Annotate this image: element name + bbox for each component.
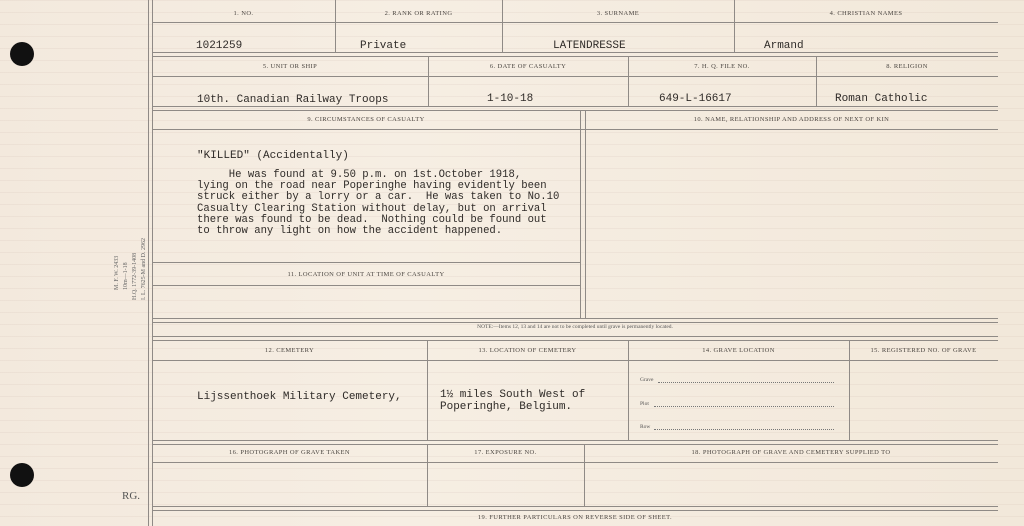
double-rule <box>152 52 998 57</box>
header-exposure: 17. EXPOSURE NO. <box>474 449 537 456</box>
rule <box>152 76 998 77</box>
rule <box>628 340 629 440</box>
punch-hole-top <box>10 42 34 66</box>
value-circumstances: He was found at 9.50 p.m. on 1st.October 1918, lying on the road near Poperinghe having evidently been struck either by a lorry or a car. He was taken to No.10 Casualty Clearing Station without delay, but on arrival there was found to be dead. Nothing could be found out to throw any light on how the accident happened. <box>197 169 560 238</box>
rule <box>585 110 586 318</box>
grave-label: Grave <box>640 377 654 383</box>
plot-dotted-line <box>654 406 834 407</box>
rule <box>152 360 998 361</box>
double-rule <box>152 440 998 445</box>
rule <box>335 0 336 52</box>
side-text-2: 10m—1-18 <box>123 262 129 290</box>
double-rule <box>152 318 998 323</box>
side-text-4: I. L. 7625-M and D. 2962 <box>141 238 147 300</box>
value-no: 1021259 <box>196 40 243 52</box>
value-surname: LATENDRESSE <box>553 40 626 52</box>
value-killed: "KILLED" (Accidentally) <box>197 150 349 162</box>
header-photo-supplied: 18. PHOTOGRAPH OF GRAVE AND CEMETERY SUPPLIED TO <box>691 449 891 456</box>
value-unit: 10th. Canadian Railway Troops <box>197 94 389 106</box>
value-christian: Armand <box>764 40 804 52</box>
rule <box>580 110 581 318</box>
header-photo-taken: 16. PHOTOGRAPH OF GRAVE TAKEN <box>228 449 351 456</box>
header-date: 6. DATE OF CASUALTY <box>489 63 567 70</box>
value-hq: 649-L-16617 <box>659 93 732 105</box>
header-cemetery: 12. CEMETERY <box>264 347 315 354</box>
header-hq: 7. H. Q. FILE NO. <box>694 63 750 70</box>
value-rank: Private <box>360 40 407 52</box>
header-rank: 2. RANK OR RATING <box>384 10 453 17</box>
double-rule <box>152 506 998 511</box>
value-cemetery: Lijssenthoek Military Cemetery, <box>197 391 402 403</box>
rule <box>849 340 850 440</box>
header-circumstances: 9. CIRCUMSTANCES OF CASUALTY <box>307 116 425 123</box>
footer-mark: RG. <box>122 490 141 502</box>
header-unit: 5. UNIT OR SHIP <box>262 63 318 70</box>
header-surname: 3. SURNAME <box>596 10 640 17</box>
row-label: Row <box>640 424 651 430</box>
value-religion: Roman Catholic <box>835 93 928 105</box>
header-location-unit: 11. LOCATION OF UNIT AT TIME OF CASUALTY <box>287 271 445 278</box>
header-kin: 10. NAME, RELATIONSHIP AND ADDRESS OF NEXT OF KIN <box>693 116 890 123</box>
margin-rule-2 <box>152 0 153 526</box>
header-christian: 4. CHRISTIAN NAMES <box>829 10 903 17</box>
plot-label: Plot <box>640 401 649 407</box>
header-loc-cemetery: 13. LOCATION OF CEMETERY <box>478 347 577 354</box>
header-no: 1. NO. <box>233 10 254 17</box>
value-loc-cemetery-1: 1½ miles South West of <box>440 389 586 401</box>
grave-dotted-line <box>658 382 834 383</box>
punch-hole-bottom <box>10 463 34 487</box>
header-religion: 8. RELIGION <box>886 63 928 70</box>
row-dotted-line <box>654 429 834 430</box>
value-loc-cemetery-2: Poperinghe, Belgium. <box>440 401 573 413</box>
side-text-3: H.Q. 1772-39-1408 <box>132 252 138 300</box>
rule <box>152 22 998 23</box>
rule <box>152 129 998 130</box>
margin-rule-1 <box>148 0 149 526</box>
rule <box>152 262 580 263</box>
rule <box>427 340 428 440</box>
header-further: 19. FURTHER PARTICULARS ON REVERSE SIDE OF SHEET. <box>477 514 673 521</box>
rule <box>502 0 503 52</box>
note-text: NOTE:—Items 12, 13 and 14 are not to be completed until grave is permanently located. <box>477 324 673 330</box>
side-text-1: M. F. W. 2433 <box>114 255 120 290</box>
double-rule <box>152 336 998 341</box>
value-date: 1-10-18 <box>487 93 534 105</box>
double-rule <box>152 106 998 111</box>
rule <box>152 462 998 463</box>
rule <box>734 0 735 52</box>
rule <box>152 285 580 286</box>
header-registered: 15. REGISTERED NO. OF GRAVE <box>870 347 977 354</box>
header-grave-loc: 14. GRAVE LOCATION <box>702 347 775 354</box>
